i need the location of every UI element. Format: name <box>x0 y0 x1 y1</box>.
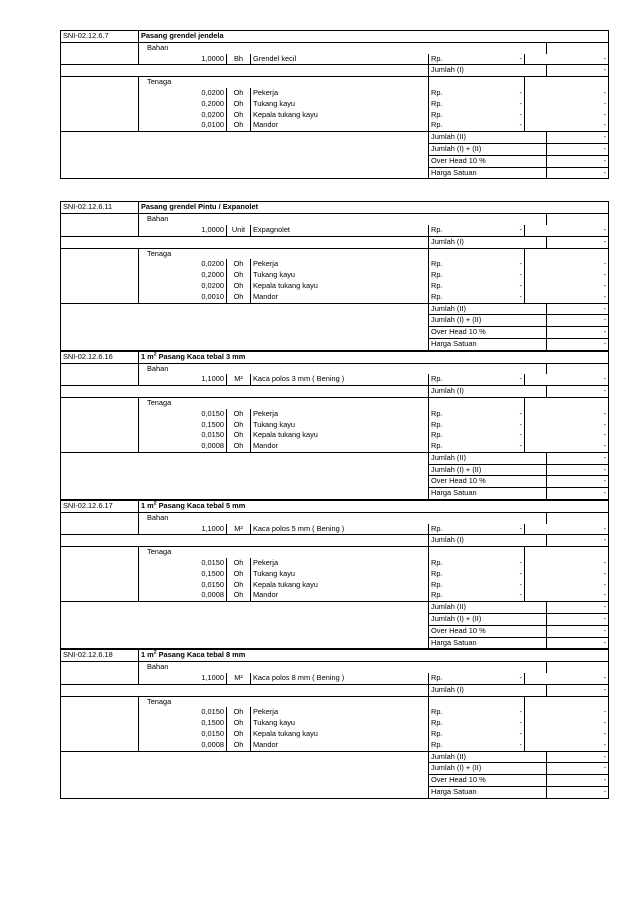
tenaga-row <box>61 409 609 420</box>
unit-price: - <box>451 590 525 601</box>
title-sup: 2 <box>153 351 157 358</box>
description: Tukang kayu <box>251 420 429 431</box>
unit-price: - <box>451 580 525 591</box>
bahan-row <box>61 225 609 236</box>
unit-price: - <box>451 270 525 281</box>
line-total: - <box>603 441 607 451</box>
line-total: - <box>603 739 607 749</box>
line-total: - <box>603 419 607 429</box>
line-total: - <box>603 98 607 108</box>
line-total: - <box>603 568 607 578</box>
jumlah-1-row <box>61 65 609 77</box>
tenaga-label-row <box>61 77 609 88</box>
line-total: - <box>603 374 607 384</box>
item-code: SNI-02.12.6.7 <box>61 31 139 43</box>
currency: Rp. <box>431 270 443 280</box>
currency: Rp. <box>431 568 443 578</box>
title-prefix: 1 m <box>141 351 154 361</box>
summary-label: Jumlah (II) <box>429 452 547 464</box>
coefficient: 0,0008 <box>193 441 227 452</box>
unit-price: - <box>451 524 525 535</box>
bahan-label: Bahan <box>147 214 169 224</box>
summary-label: Jumlah (II) <box>429 602 547 614</box>
item-title <box>139 202 609 214</box>
unit-price: - <box>451 740 525 751</box>
summary-label: Harga Satuan <box>429 488 547 500</box>
coefficient: 1,1000 <box>193 374 227 385</box>
unit: Oh <box>227 110 251 121</box>
bahan-label-row <box>61 42 609 53</box>
currency: Rp. <box>431 291 443 301</box>
unit-price: - <box>451 707 525 718</box>
currency: Rp. <box>431 673 443 683</box>
summary-label: Jumlah (I) + (II) <box>429 143 547 155</box>
tenaga-row <box>61 99 609 110</box>
description: Mandor <box>251 292 429 303</box>
unit-price: - <box>451 259 525 270</box>
block-header-row <box>61 202 609 214</box>
line-total: - <box>603 590 607 600</box>
jumlah-1-label: Jumlah (I) <box>429 535 547 547</box>
currency: Rp. <box>431 441 443 451</box>
summary-row <box>61 303 609 315</box>
coefficient: 1,1000 <box>193 524 227 535</box>
coefficient: 0,0150 <box>193 580 227 591</box>
bahan-label-row <box>61 214 609 225</box>
title-text: Pasang grendel jendela <box>141 31 224 40</box>
tenaga-row <box>61 590 609 601</box>
bahan-label: Bahan <box>147 662 169 672</box>
currency: Rp. <box>431 87 443 97</box>
currency: Rp. <box>431 374 443 384</box>
line-total: - <box>603 291 607 301</box>
currency: Rp. <box>431 109 443 119</box>
summary-label: Jumlah (I) + (II) <box>429 763 547 775</box>
coefficient: 1,0000 <box>193 225 227 236</box>
description: Mandor <box>251 120 429 131</box>
unit: Oh <box>227 729 251 740</box>
unit: M² <box>227 374 251 385</box>
tenaga-label-row <box>61 248 609 259</box>
currency: Rp. <box>431 408 443 418</box>
tenaga-row <box>61 110 609 121</box>
item-code: SNI-02.12.6.11 <box>61 202 139 214</box>
summary-label: Over Head 10 % <box>429 625 547 637</box>
tenaga-label: Tenaga <box>139 696 429 707</box>
tenaga-row <box>61 430 609 441</box>
currency: Rp. <box>431 523 443 533</box>
jumlah-1-value: - <box>547 236 609 248</box>
summary-label: Over Head 10 % <box>429 155 547 167</box>
coefficient: 0,2000 <box>193 99 227 110</box>
line-total: - <box>603 729 607 739</box>
summary-value: - <box>547 315 609 327</box>
summary-value: - <box>547 787 609 799</box>
bahan-row <box>61 374 609 385</box>
unit: Oh <box>227 88 251 99</box>
line-total: - <box>603 558 607 568</box>
item-title <box>139 501 609 513</box>
coefficient: 0,0150 <box>193 729 227 740</box>
tenaga-row <box>61 88 609 99</box>
jumlah-1-label: Jumlah (I) <box>429 386 547 398</box>
line-total: - <box>603 259 607 269</box>
currency: Rp. <box>431 120 443 130</box>
unit-price: - <box>451 54 525 65</box>
description: Mandor <box>251 441 429 452</box>
line-total: - <box>603 109 607 119</box>
unit: Oh <box>227 430 251 441</box>
currency: Rp. <box>431 558 443 568</box>
summary-label: Harga Satuan <box>429 167 547 179</box>
jumlah-1-label: Jumlah (I) <box>429 684 547 696</box>
item-title <box>139 351 609 363</box>
unit: Oh <box>227 270 251 281</box>
coefficient: 0,0200 <box>193 259 227 270</box>
summary-value: - <box>547 132 609 144</box>
summary-label: Jumlah (II) <box>429 751 547 763</box>
description: Kepala tukang kayu <box>251 281 429 292</box>
currency: Rp. <box>431 224 443 234</box>
price-analysis-sheet <box>60 30 608 799</box>
tenaga-row <box>61 580 609 591</box>
currency: Rp. <box>431 718 443 728</box>
tenaga-row <box>61 441 609 452</box>
summary-value: - <box>547 464 609 476</box>
tenaga-row <box>61 420 609 431</box>
coefficient: 0,1500 <box>193 718 227 729</box>
description: Tukang kayu <box>251 718 429 729</box>
unit-price: - <box>451 729 525 740</box>
coefficient: 0,0150 <box>193 430 227 441</box>
bahan-row <box>61 524 609 535</box>
analysis-block <box>60 649 609 798</box>
unit: Oh <box>227 590 251 601</box>
line-total: - <box>603 224 607 234</box>
analysis-block <box>60 201 609 350</box>
summary-label: Jumlah (II) <box>429 303 547 315</box>
coefficient: 0,0200 <box>193 88 227 99</box>
description: Kepala tukang kayu <box>251 110 429 121</box>
summary-value: - <box>547 155 609 167</box>
summary-value: - <box>547 488 609 500</box>
unit-price: - <box>451 441 525 452</box>
description: Tukang kayu <box>251 569 429 580</box>
summary-value: - <box>547 625 609 637</box>
line-total: - <box>603 430 607 440</box>
block-header-row <box>61 650 609 662</box>
tenaga-label: Tenaga <box>139 547 429 558</box>
item-code: SNI-02.12.6.16 <box>61 351 139 363</box>
unit-price: - <box>451 99 525 110</box>
unit-price: - <box>451 569 525 580</box>
currency: Rp. <box>431 419 443 429</box>
coefficient: 0,0010 <box>193 292 227 303</box>
analysis-block <box>60 30 609 179</box>
tenaga-label-row <box>61 397 609 408</box>
summary-label: Jumlah (I) + (II) <box>429 464 547 476</box>
line-total: - <box>603 280 607 290</box>
item-code: SNI-02.12.6.18 <box>61 650 139 662</box>
currency: Rp. <box>431 707 443 717</box>
tenaga-row <box>61 569 609 580</box>
analysis-block <box>60 500 609 649</box>
unit: Oh <box>227 281 251 292</box>
summary-value: - <box>547 476 609 488</box>
title-text: Pasang Kaca tebal 8 mm <box>158 650 246 660</box>
unit: Oh <box>227 569 251 580</box>
tenaga-row <box>61 729 609 740</box>
unit: Oh <box>227 292 251 303</box>
unit: M² <box>227 673 251 684</box>
description: Grendel kecil <box>251 54 429 65</box>
unit: Oh <box>227 707 251 718</box>
currency: Rp. <box>431 53 443 63</box>
unit-price: - <box>451 430 525 441</box>
currency: Rp. <box>431 729 443 739</box>
block-header-row <box>61 501 609 513</box>
coefficient: 0,0100 <box>193 120 227 131</box>
line-total: - <box>603 718 607 728</box>
tenaga-row <box>61 292 609 303</box>
unit: Oh <box>227 580 251 591</box>
line-total: - <box>603 673 607 683</box>
unit-price: - <box>451 110 525 121</box>
title-text: Pasang Kaca tebal 3 mm <box>158 351 246 361</box>
jumlah-1-row <box>61 535 609 547</box>
unit: Unit <box>227 225 251 236</box>
coefficient: 0,0150 <box>193 558 227 569</box>
summary-row <box>61 452 609 464</box>
bahan-label: Bahan <box>147 512 169 522</box>
unit: Oh <box>227 718 251 729</box>
jumlah-1-value: - <box>547 535 609 547</box>
jumlah-1-value: - <box>547 65 609 77</box>
unit: Oh <box>227 740 251 751</box>
unit: Oh <box>227 99 251 110</box>
line-total: - <box>603 53 607 63</box>
unit-price: - <box>451 120 525 131</box>
title-text: Pasang Kaca tebal 5 mm <box>158 501 246 511</box>
summary-value: - <box>547 452 609 464</box>
coefficient: 0,0200 <box>193 110 227 121</box>
unit-price: - <box>451 420 525 431</box>
description: Kepala tukang kayu <box>251 729 429 740</box>
summary-value: - <box>547 338 609 350</box>
coefficient: 1,1000 <box>193 673 227 684</box>
summary-label: Jumlah (II) <box>429 132 547 144</box>
description: Kaca polos 5 mm ( Bening ) <box>251 524 429 535</box>
jumlah-1-row <box>61 386 609 398</box>
summary-value: - <box>547 637 609 649</box>
summary-row <box>61 132 609 144</box>
summary-label: Over Head 10 % <box>429 476 547 488</box>
coefficient: 1,0000 <box>193 54 227 65</box>
description: Tukang kayu <box>251 270 429 281</box>
description: Pekerja <box>251 259 429 270</box>
currency: Rp. <box>431 259 443 269</box>
description: Kepala tukang kayu <box>251 430 429 441</box>
title-sup: 2 <box>153 500 157 507</box>
unit: M² <box>227 524 251 535</box>
summary-label: Harga Satuan <box>429 338 547 350</box>
coefficient: 0,0150 <box>193 707 227 718</box>
unit-price: - <box>451 225 525 236</box>
line-total: - <box>603 707 607 717</box>
currency: Rp. <box>431 98 443 108</box>
line-total: - <box>603 120 607 130</box>
tenaga-row <box>61 270 609 281</box>
description: Pekerja <box>251 558 429 569</box>
unit: Oh <box>227 558 251 569</box>
coefficient: 0,0150 <box>193 409 227 420</box>
description: Mandor <box>251 740 429 751</box>
bahan-row <box>61 54 609 65</box>
description: Expagnolet <box>251 225 429 236</box>
analysis-block <box>60 351 609 500</box>
currency: Rp. <box>431 280 443 290</box>
summary-value: - <box>547 775 609 787</box>
coefficient: 0,1500 <box>193 569 227 580</box>
description: Tukang kayu <box>251 99 429 110</box>
description: Pekerja <box>251 88 429 99</box>
unit-price: - <box>451 673 525 684</box>
tenaga-label-row <box>61 696 609 707</box>
unit-price: - <box>451 88 525 99</box>
title-prefix: 1 m <box>141 501 154 511</box>
tenaga-label: Tenaga <box>139 397 429 408</box>
summary-value: - <box>547 167 609 179</box>
coefficient: 0,1500 <box>193 420 227 431</box>
tenaga-row <box>61 707 609 718</box>
tenaga-row <box>61 281 609 292</box>
coefficient: 0,2000 <box>193 270 227 281</box>
currency: Rp. <box>431 739 443 749</box>
description: Pekerja <box>251 409 429 420</box>
currency: Rp. <box>431 430 443 440</box>
description: Pekerja <box>251 707 429 718</box>
bahan-label-row <box>61 512 609 523</box>
unit-price: - <box>451 409 525 420</box>
line-total: - <box>603 523 607 533</box>
jumlah-1-row <box>61 236 609 248</box>
bahan-label-row <box>61 363 609 374</box>
bahan-label: Bahan <box>147 363 169 373</box>
tenaga-row <box>61 740 609 751</box>
summary-value: - <box>547 143 609 155</box>
coefficient: 0,0200 <box>193 281 227 292</box>
summary-value: - <box>547 303 609 315</box>
summary-label: Jumlah (I) + (II) <box>429 315 547 327</box>
unit: Oh <box>227 120 251 131</box>
unit-price: - <box>451 558 525 569</box>
title-text: Pasang grendel Pintu / Expanolet <box>141 202 259 212</box>
unit: Oh <box>227 409 251 420</box>
unit-price: - <box>451 281 525 292</box>
tenaga-label: Tenaga <box>139 248 429 259</box>
coefficient: 0,0008 <box>193 590 227 601</box>
summary-value: - <box>547 614 609 626</box>
tenaga-row <box>61 259 609 270</box>
unit: Oh <box>227 420 251 431</box>
summary-value: - <box>547 602 609 614</box>
title-sup: 2 <box>153 649 157 656</box>
jumlah-1-value: - <box>547 386 609 398</box>
summary-row <box>61 751 609 763</box>
unit-price: - <box>451 292 525 303</box>
line-total: - <box>603 408 607 418</box>
item-title <box>139 650 609 662</box>
item-code: SNI-02.12.6.17 <box>61 501 139 513</box>
tenaga-row <box>61 558 609 569</box>
summary-label: Harga Satuan <box>429 637 547 649</box>
summary-label: Over Head 10 % <box>429 327 547 339</box>
jumlah-1-label: Jumlah (I) <box>429 236 547 248</box>
tenaga-label: Tenaga <box>139 77 429 88</box>
line-total: - <box>603 270 607 280</box>
unit: Bh <box>227 54 251 65</box>
block-header-row <box>61 351 609 363</box>
bahan-label: Bahan <box>147 42 169 52</box>
description: Kaca polos 3 mm ( Bening ) <box>251 374 429 385</box>
summary-value: - <box>547 327 609 339</box>
item-title <box>139 31 609 43</box>
tenaga-row <box>61 120 609 131</box>
line-total: - <box>603 87 607 97</box>
summary-value: - <box>547 751 609 763</box>
jumlah-1-label: Jumlah (I) <box>429 65 547 77</box>
block-header-row <box>61 31 609 43</box>
jumlah-1-value: - <box>547 684 609 696</box>
unit-price: - <box>451 374 525 385</box>
jumlah-1-row <box>61 684 609 696</box>
description: Kaca polos 8 mm ( Bening ) <box>251 673 429 684</box>
section-gap <box>60 179 608 201</box>
description: Kepala tukang kayu <box>251 580 429 591</box>
line-total: - <box>603 579 607 589</box>
bahan-label-row <box>61 662 609 673</box>
currency: Rp. <box>431 590 443 600</box>
coefficient: 0,0008 <box>193 740 227 751</box>
title-prefix: 1 m <box>141 650 154 660</box>
summary-row <box>61 602 609 614</box>
unit-price: - <box>451 718 525 729</box>
summary-label: Jumlah (I) + (II) <box>429 614 547 626</box>
description: Mandor <box>251 590 429 601</box>
bahan-row <box>61 673 609 684</box>
tenaga-row <box>61 718 609 729</box>
summary-label: Over Head 10 % <box>429 775 547 787</box>
currency: Rp. <box>431 579 443 589</box>
summary-label: Harga Satuan <box>429 787 547 799</box>
unit: Oh <box>227 259 251 270</box>
unit: Oh <box>227 441 251 452</box>
tenaga-label-row <box>61 547 609 558</box>
summary-value: - <box>547 763 609 775</box>
